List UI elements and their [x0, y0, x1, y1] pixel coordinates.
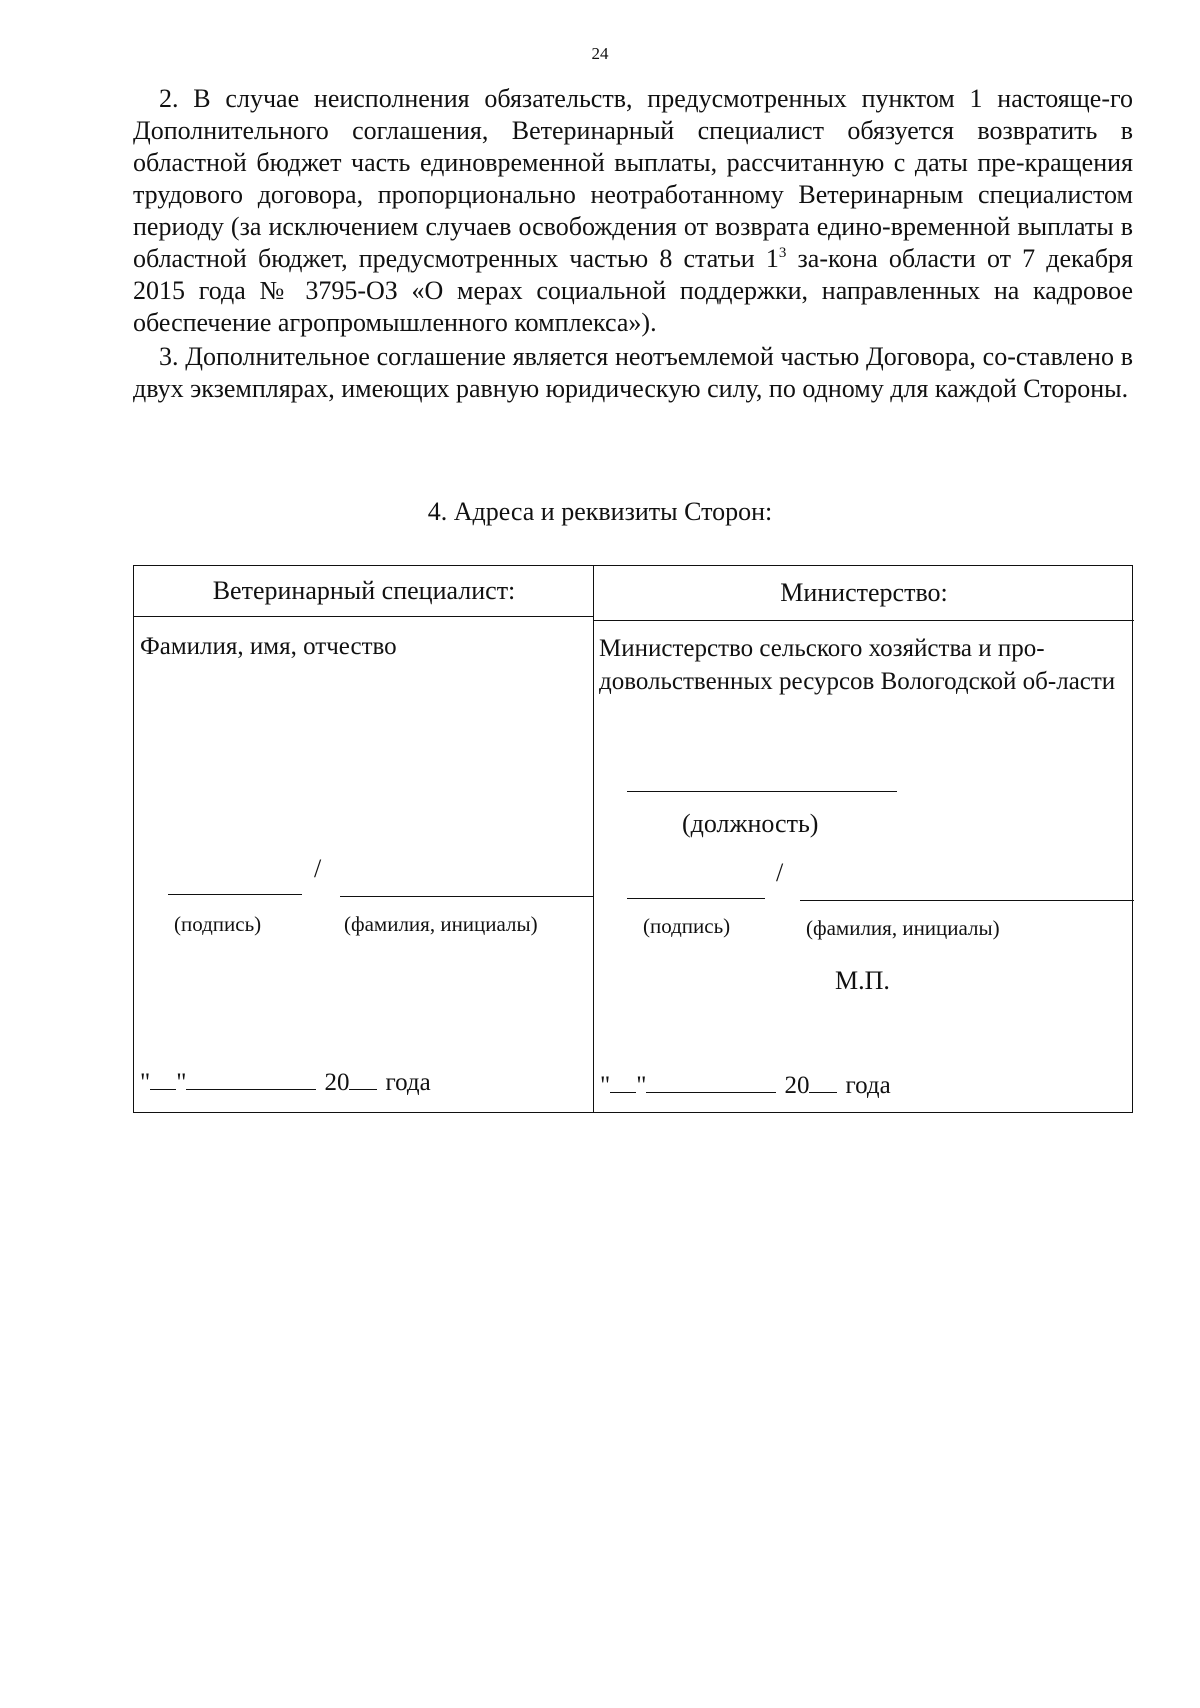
left-date-day-blank	[150, 1069, 176, 1090]
left-header-rule	[134, 616, 594, 617]
page-number: 24	[591, 44, 609, 63]
left-signature-caption: (подпись)	[174, 912, 262, 936]
right-header-rule	[594, 620, 1134, 621]
left-date-month-blank	[186, 1069, 316, 1090]
section-heading: 4. Адреса и реквизиты Сторон:	[427, 497, 773, 526]
left-column-header: Ветеринарный специалист:	[212, 576, 516, 605]
left-surname-caption: (фамилия, инициалы)	[344, 912, 538, 936]
right-date-year-prefix: 20	[784, 1072, 810, 1099]
right-date-year-blank	[809, 1072, 837, 1093]
right-surname-blank	[800, 900, 1134, 901]
column-divider	[593, 566, 594, 1112]
right-signature-blank	[627, 898, 765, 899]
paragraph-2-start: 2. В случае неисполнения обязательств, предусмотренных пунктом 1 настояще-го Дополнительного соглашения, Ветеринарный специалист обязуется возвратить в областной бюджет часть единовременной выплаты, рассчитанную с даты пре-кращения трудового договора, пропорционально неотработанному Ветеринарным специалистом периоду (за исключением случаев освобождения от возврата едино-временной выплаты в областной бюджет, предусмотренных частью 8 статьи 1	[133, 84, 1133, 273]
left-signature-slash: /	[314, 854, 322, 883]
position-caption: (должность)	[682, 809, 819, 838]
paragraph-3-text: 3. Дополнительное соглашение является неотъемлемой частью Договора, со-ставлено в двух экземплярах, имеющих равную юридическую силу, по одному для каждой Стороны.	[133, 342, 1133, 403]
left-date-line	[140, 1069, 431, 1097]
right-date-year-word: года	[845, 1072, 891, 1099]
parties-details-table	[133, 565, 1133, 1113]
right-signature-slash: /	[776, 858, 784, 887]
right-date-day-blank	[610, 1072, 636, 1093]
right-date-line	[600, 1072, 891, 1100]
paragraph-2-superscript: 3	[778, 245, 787, 261]
paragraph-3	[133, 341, 1133, 405]
left-date-close-quote: "	[176, 1069, 187, 1096]
position-blank	[627, 791, 897, 792]
right-signature-caption: (подпись)	[643, 914, 731, 938]
left-date-open-quote: "	[140, 1069, 151, 1096]
right-surname-caption: (фамилия, инициалы)	[806, 916, 1000, 940]
left-date-year-word: года	[385, 1069, 431, 1096]
right-date-close-quote: "	[636, 1072, 647, 1099]
paragraph-2-end: за-кона области от 7 декабря 2015 года № 3795-ОЗ «О мерах социальной поддержки, направленных на кадровое обеспечение агропромышленного комплекса»).	[133, 244, 1134, 337]
ministry-name: Министерство сельского хозяйства и про-довольственных ресурсов Вологодской об-ласти	[599, 635, 1116, 695]
full-name-label: Фамилия, имя, отчество	[140, 633, 397, 660]
stamp-place-label: М.П.	[835, 966, 890, 995]
left-date-year-blank	[349, 1069, 377, 1090]
left-surname-blank	[340, 896, 594, 897]
left-signature-blank	[168, 894, 302, 895]
left-date-year-prefix: 20	[324, 1069, 350, 1096]
right-date-month-blank	[646, 1072, 776, 1093]
right-date-open-quote: "	[600, 1072, 611, 1099]
right-column-header: Министерство:	[780, 578, 948, 607]
paragraph-2	[133, 83, 1133, 339]
